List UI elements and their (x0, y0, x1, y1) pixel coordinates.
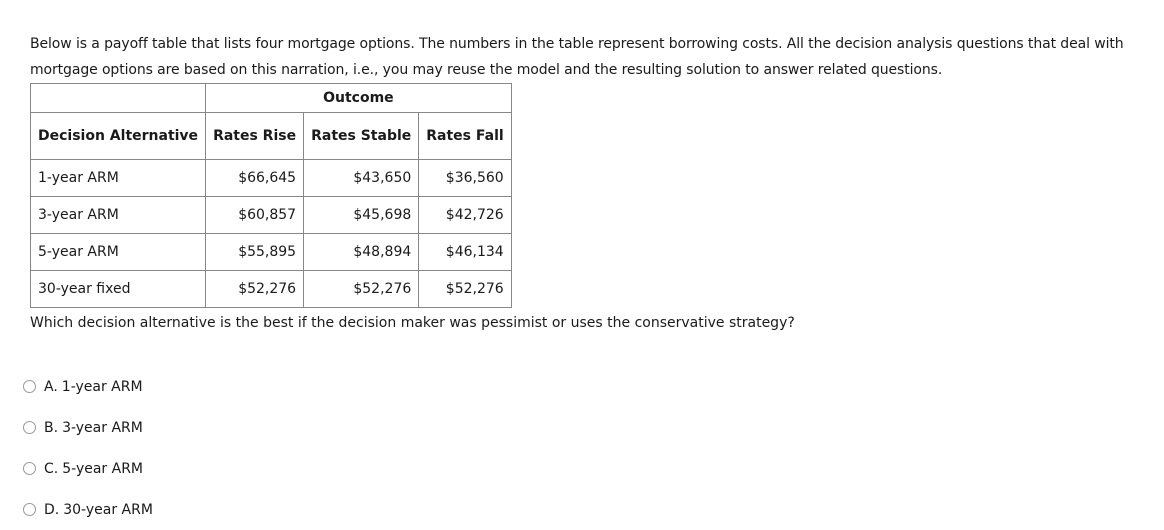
radio-button-icon[interactable] (23, 421, 36, 434)
option-letter: A. (44, 378, 58, 395)
cost-rates-rise: $66,645 (206, 160, 304, 197)
option-label: 3-year ARM (62, 419, 143, 436)
option-letter: B. (44, 419, 59, 436)
option-b[interactable] (23, 407, 153, 448)
alternative-name: 5-year ARM (31, 234, 206, 271)
alternative-name: 1-year ARM (31, 160, 206, 197)
outcome-header-row (31, 84, 512, 113)
radio-button-icon[interactable] (23, 462, 36, 475)
alternative-name: 3-year ARM (31, 197, 206, 234)
intro-paragraph: Below is a payoff table that lists four mortgage options. The numbers in the table represent borrowing costs. All the decision analysis questions that deal with mortgage options are based on this narration, i.e., you may reuse the model and the resulting solution to answer related questions. (30, 36, 1124, 78)
option-c[interactable] (23, 448, 153, 489)
outcome-header: Outcome (206, 84, 512, 113)
option-a[interactable] (23, 366, 153, 407)
cost-rates-fall: $52,276 (419, 271, 511, 308)
option-d[interactable] (23, 489, 153, 530)
header-decision-alternative: Decision Alternative (31, 113, 206, 160)
cost-rates-stable: $48,894 (304, 234, 419, 271)
option-label: 30-year ARM (63, 501, 153, 518)
column-header-row (31, 113, 512, 160)
cost-rates-fall: $42,726 (419, 197, 511, 234)
cost-rates-stable: $45,698 (304, 197, 419, 234)
option-letter: D. (44, 501, 60, 518)
table-row (31, 160, 512, 197)
table-row (31, 197, 512, 234)
cost-rates-rise: $52,276 (206, 271, 304, 308)
header-rates-stable: Rates Stable (304, 113, 419, 160)
alternative-name: 30-year fixed (31, 271, 206, 308)
header-rates-fall: Rates Fall (419, 113, 511, 160)
empty-corner-cell (31, 84, 206, 113)
option-label: 5-year ARM (62, 460, 144, 477)
answer-options (23, 366, 153, 530)
cost-rates-fall: $36,560 (419, 160, 511, 197)
payoff-table (30, 83, 512, 308)
table-row (31, 271, 512, 308)
question-text: Which decision alternative is the best if the decision maker was pessimist or uses the conservative strategy? (30, 315, 795, 331)
cost-rates-rise: $55,895 (206, 234, 304, 271)
cost-rates-stable: $43,650 (304, 160, 419, 197)
cost-rates-rise: $60,857 (206, 197, 304, 234)
table-row (31, 234, 512, 271)
cost-rates-fall: $46,134 (419, 234, 511, 271)
radio-button-icon[interactable] (23, 380, 36, 393)
option-letter: C. (44, 460, 59, 477)
radio-button-icon[interactable] (23, 503, 36, 516)
option-label: 1-year ARM (61, 378, 143, 395)
header-rates-rise: Rates Rise (206, 113, 304, 160)
cost-rates-stable: $52,276 (304, 271, 419, 308)
